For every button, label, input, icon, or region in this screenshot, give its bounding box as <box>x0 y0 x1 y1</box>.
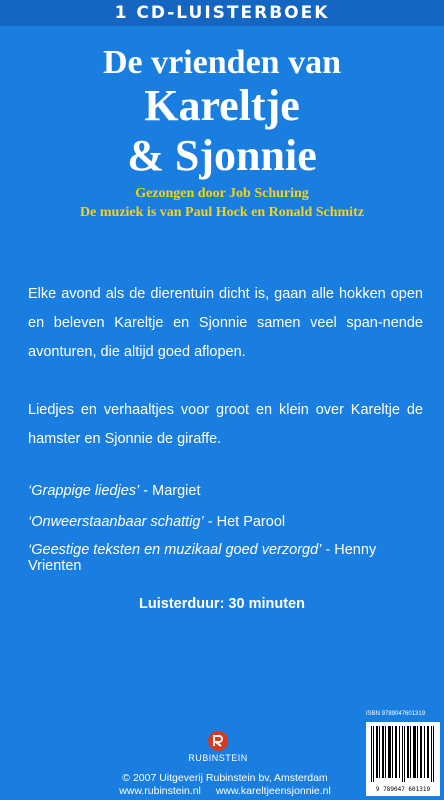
title-line-3: & Sjonnie <box>127 131 317 180</box>
quote-text: ‘Onweerstaanbaar schattig’ <box>28 514 204 530</box>
barcode-number: 9 789047 601319 <box>375 786 431 793</box>
quote-source: - Henny Vrienten <box>28 542 377 574</box>
rubinstein-logo-icon <box>207 730 229 752</box>
website-line <box>90 785 360 797</box>
quote-text: ‘Geestige teksten en muzikaal goed verzorgd’ <box>28 542 322 558</box>
description-paragraph-1: Elke avond als de dierentuin dicht is, gaan alle hokken open en beleven Kareltje en Sjonnie samen veel span-nende avonturen, die altijd goed aflopen. <box>28 286 423 360</box>
title-line-2: Kareltje <box>144 81 300 130</box>
quote-text: ‘Grappige liedjes’ <box>28 483 140 499</box>
credit-singer: Gezongen door Job Schuring <box>135 186 309 201</box>
description-paragraph-2: Liedjes en verhaaltjes voor groot en klein over Kareltje de hamster en Sjonnie de giraffe. <box>28 402 423 447</box>
duration-label: Luisterduur: 30 minuten <box>139 596 305 612</box>
review-quote-2 <box>28 514 428 530</box>
quote-source: - Margiet <box>139 483 201 499</box>
review-quote-3 <box>28 542 428 574</box>
website-link-kareltje[interactable]: www.kareltjeensjonnie.nl <box>215 785 331 797</box>
website-link-rubinstein[interactable]: www.rubinstein.nl <box>119 785 201 797</box>
publisher-logo-name: RUBINSTEIN <box>188 753 248 763</box>
title-line-1: De vrienden van <box>103 44 341 81</box>
top-banner <box>0 0 444 26</box>
barcode <box>366 722 440 796</box>
credit-music: De muziek is van Paul Hock en Ronald Schmitz <box>80 205 364 220</box>
publisher-logo <box>183 730 253 763</box>
top-banner-text: 1 CD-LUISTERBOEK <box>114 3 330 23</box>
copyright-line: © 2007 Uitgeverij Rubinstein bv, Amsterdam <box>122 772 328 784</box>
isbn-label: ISBN 9789047601319 <box>366 711 426 717</box>
review-quote-1 <box>28 483 428 499</box>
quote-source: - Het Parool <box>203 514 286 530</box>
barcode-icon <box>370 726 436 782</box>
